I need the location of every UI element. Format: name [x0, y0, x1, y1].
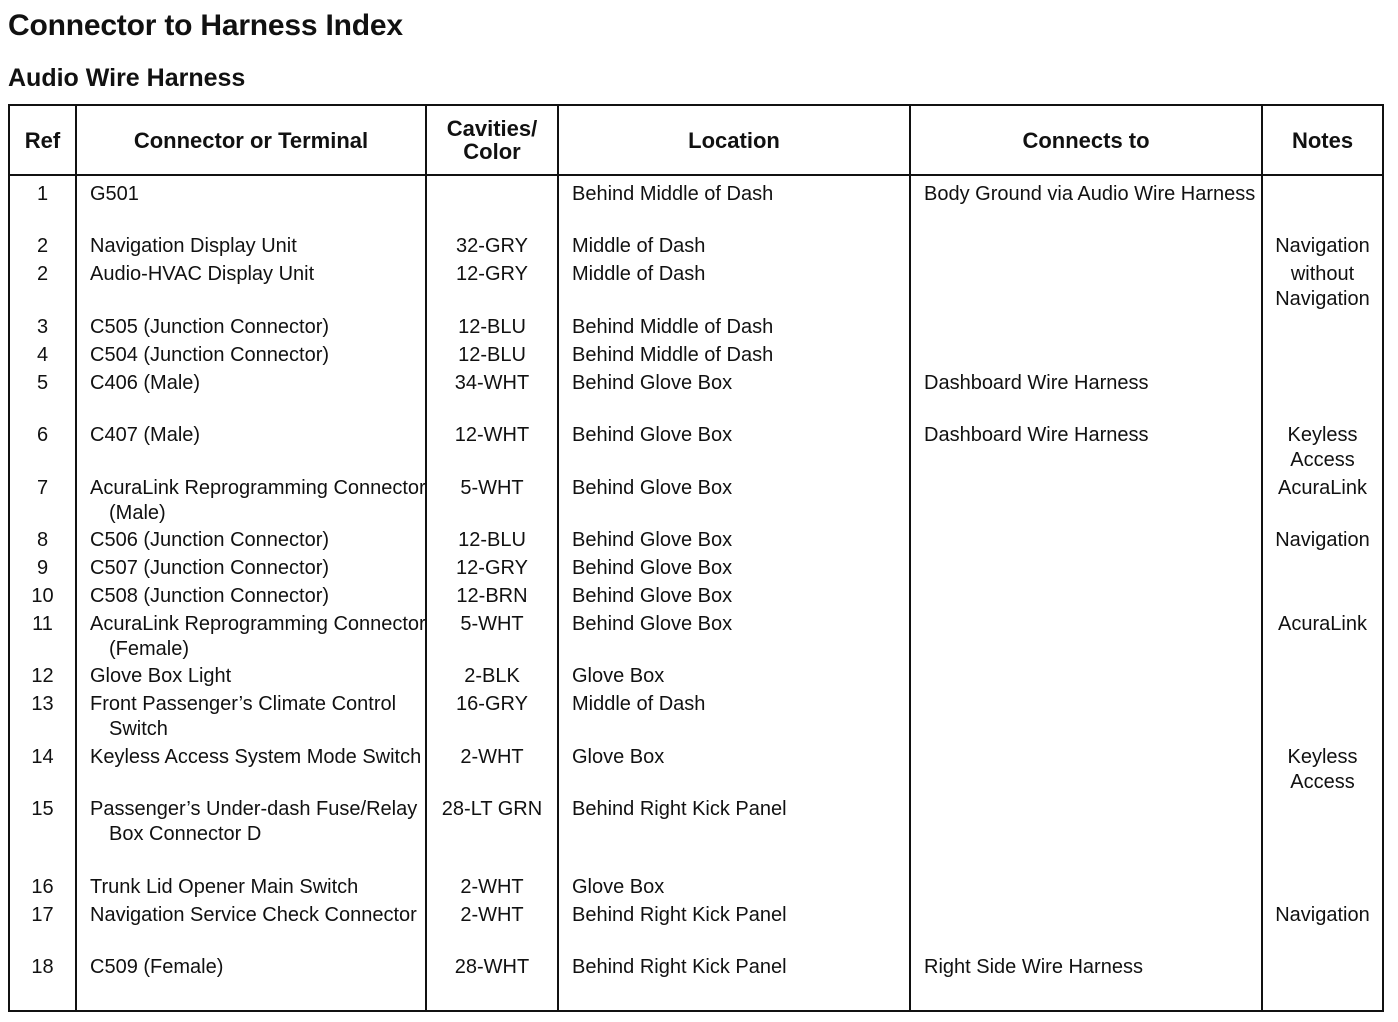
ref-cell: 10	[31, 585, 54, 607]
ref-cell: 8	[36, 529, 49, 551]
cavities-color-cell: 12-WHT	[454, 424, 530, 446]
ref-cell: 12	[31, 665, 54, 687]
cavities-color-cell: 5-WHT	[460, 477, 524, 499]
notes-cell: Keyless Access	[1287, 424, 1358, 471]
location-cell: Middle of Dash	[572, 263, 706, 285]
location-cell: Behind Glove Box	[572, 613, 733, 635]
header-connects-to: Connects to	[1022, 127, 1150, 153]
cavities-color-cell: 2-WHT	[460, 904, 524, 926]
connector-cell: AcuraLink Reprogramming Connector (Female)	[90, 613, 426, 660]
cavities-color-cell: 12-BLU	[458, 529, 526, 551]
connector-cell: Navigation Display Unit	[90, 235, 297, 257]
connector-cell: Audio-HVAC Display Unit	[90, 263, 315, 285]
cavities-color-cell: 12-GRY	[456, 557, 528, 579]
cavities-color-cell: 28-WHT	[454, 956, 530, 978]
ref-cell: 2	[36, 263, 49, 285]
cavities-color-cell: 16-GRY	[456, 693, 528, 715]
connects-to-cell: Right Side Wire Harness	[924, 956, 1143, 978]
cavities-color-cell: 12-GRY	[456, 263, 528, 285]
ref-cell: 4	[36, 344, 49, 366]
location-cell: Glove Box	[572, 746, 665, 768]
cavities-color-cell: 12-BLU	[458, 344, 526, 366]
connector-cell: C509 (Female)	[90, 956, 224, 978]
location-cell: Glove Box	[572, 876, 665, 898]
ref-cell: 14	[31, 746, 54, 768]
section-title: Audio Wire Harness	[8, 64, 246, 92]
location-cell: Behind Right Kick Panel	[572, 798, 787, 820]
connector-cell: AcuraLink Reprogramming Connector (Male)	[90, 477, 426, 524]
location-cell: Behind Right Kick Panel	[572, 956, 787, 978]
connector-cell: Navigation Service Check Connector	[90, 904, 417, 926]
cavities-color-cell: 2-BLK	[464, 665, 520, 687]
column-divider	[75, 106, 77, 1010]
connects-to-cell: Body Ground via Audio Wire Harness	[924, 183, 1256, 205]
ref-cell: 11	[32, 613, 53, 635]
connector-cell: Glove Box Light	[90, 665, 232, 687]
connector-index-table	[8, 104, 1384, 1012]
cavities-color-cell: 32-GRY	[456, 235, 528, 257]
ref-cell: 3	[36, 316, 49, 338]
location-cell: Behind Glove Box	[572, 557, 733, 579]
ref-cell: 6	[36, 424, 49, 446]
notes-cell: Navigation	[1275, 529, 1370, 551]
header-ref: Ref	[24, 127, 61, 153]
cavities-color-cell: 28-LT GRN	[441, 798, 543, 820]
ref-cell: 17	[31, 904, 54, 926]
location-cell: Behind Glove Box	[572, 372, 733, 394]
notes-cell: AcuraLink	[1278, 477, 1367, 499]
notes-cell: AcuraLink	[1278, 613, 1367, 635]
column-divider	[909, 106, 911, 1010]
connector-cell: C504 (Junction Connector)	[90, 344, 330, 366]
cavities-color-cell: 2-WHT	[460, 876, 524, 898]
ref-cell: 13	[31, 693, 54, 715]
location-cell: Behind Right Kick Panel	[572, 904, 787, 926]
location-cell: Behind Middle of Dash	[572, 316, 774, 338]
connector-cell: Keyless Access System Mode Switch	[90, 746, 422, 768]
location-cell: Behind Middle of Dash	[572, 344, 774, 366]
location-cell: Glove Box	[572, 665, 665, 687]
connector-cell: C508 (Junction Connector)	[90, 585, 330, 607]
ref-cell: 2	[36, 235, 49, 257]
ref-cell: 5	[36, 372, 49, 394]
location-cell: Behind Middle of Dash	[572, 183, 774, 205]
cavities-color-cell: 34-WHT	[454, 372, 530, 394]
location-cell: Behind Glove Box	[572, 529, 733, 551]
connects-to-cell: Dashboard Wire Harness	[924, 372, 1149, 394]
location-cell: Behind Glove Box	[572, 585, 733, 607]
location-cell: Behind Glove Box	[572, 477, 733, 499]
connector-cell: G501	[90, 183, 139, 205]
cavities-color-cell: 5-WHT	[460, 613, 524, 635]
ref-cell: 1	[36, 183, 49, 205]
column-divider	[557, 106, 559, 1010]
header-cavities-color: Cavities/ Color	[446, 116, 538, 164]
location-cell: Middle of Dash	[572, 235, 706, 257]
ref-cell: 16	[31, 876, 54, 898]
connects-to-cell: Dashboard Wire Harness	[924, 424, 1149, 446]
ref-cell: 9	[36, 557, 49, 579]
connector-cell: C506 (Junction Connector)	[90, 529, 330, 551]
header-divider	[10, 174, 1382, 176]
page-title: Connector to Harness Index	[8, 9, 403, 42]
ref-cell: 18	[31, 956, 54, 978]
notes-cell: Navigation	[1275, 904, 1370, 926]
ref-cell: 15	[31, 798, 54, 820]
header-location: Location	[688, 127, 780, 153]
notes-cell: without Navigation	[1275, 263, 1370, 310]
ref-cell: 7	[36, 477, 49, 499]
notes-cell: Navigation	[1275, 235, 1370, 257]
cavities-color-cell: 12-BRN	[456, 585, 528, 607]
connector-cell: Passenger’s Under-dash Fuse/Relay Box Connector D	[90, 798, 418, 845]
connector-cell: C507 (Junction Connector)	[90, 557, 330, 579]
connector-cell: C406 (Male)	[90, 372, 201, 394]
header-notes: Notes	[1291, 127, 1354, 153]
location-cell: Middle of Dash	[572, 693, 706, 715]
header-connector: Connector or Terminal	[133, 127, 369, 153]
connector-cell: C407 (Male)	[90, 424, 201, 446]
connector-cell: C505 (Junction Connector)	[90, 316, 330, 338]
notes-cell: Keyless Access	[1287, 746, 1358, 793]
cavities-color-cell: 12-BLU	[458, 316, 526, 338]
cavities-color-cell: 2-WHT	[460, 746, 524, 768]
connector-cell: Trunk Lid Opener Main Switch	[90, 876, 359, 898]
location-cell: Behind Glove Box	[572, 424, 733, 446]
connector-cell: Front Passenger’s Climate Control Switch	[90, 693, 397, 740]
